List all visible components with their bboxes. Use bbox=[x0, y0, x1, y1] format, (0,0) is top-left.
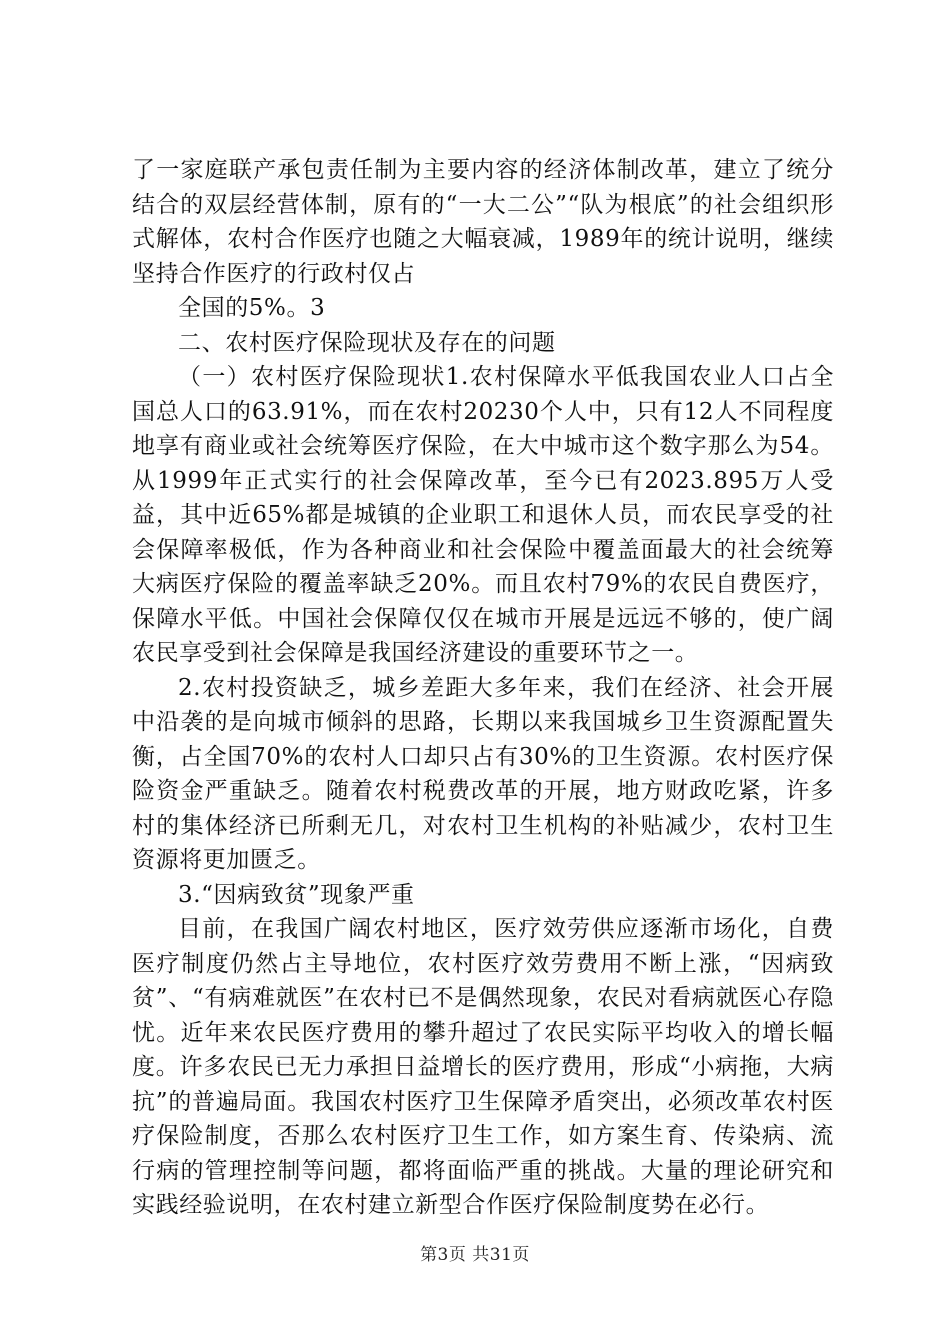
section-heading: 二、农村医疗保险现状及存在的问题 bbox=[178, 329, 556, 356]
subheading-poverty: 3.“因病致贫”现象严重 bbox=[178, 881, 415, 908]
paragraph-poverty: 目前，在我国广阔农村地区，医疗效劳供应逐渐市场化，自费医疗制度仍然占主导地位，农村医疗效劳费用不断上涨，“因病致贫”、“有病难就医”在农村已不是偶然现象，农民对看病就医心存隐忧。近年来农民医疗费用的攀升超过了农民实际平均收入的增长幅度。许多农民已无力承担日益增长的医疗费用，形成“小病拖，大病抗”的普遍局面。我国农村医疗卫生保障矛盾突出，必须改革农村医疗保险制度，否那么农村医疗卫生工作，如方案生育、传染病、流行病的管理控制等问题，都将面临严重的挑战。大量的理论研究和实践经验说明，在农村建立新型合作医疗保险制度势在必行。 bbox=[132, 916, 834, 1218]
paragraph-current-status: （一）农村医疗保险现状1.农村保障水平低我国农业人口占全国总人口的63.91%，而在农村20230个人中，只有12人不同程度地享有商业或社会统筹医疗保险，在大中城市这个数字那么为54。从1999年正式实行的社会保障改革，至今已有2023.895万人受益，其中近65%都是城镇的企业职工和退休人员，而农民享受的社会保障率极低，作为各种商业和社会保险中覆盖面最大的社会统筹大病医疗保险的覆盖率缺乏20%。而且农村79%的农民自费医疗，保障水平低。中国社会保障仅仅在城市开展是远远不够的，使广阔农民享受到社会保障是我国经济建设的重要环节之一。 bbox=[132, 364, 834, 666]
paragraph-investment: 2.农村投资缺乏，城乡差距大多年来，我们在经济、社会开展中沿袭的是向城市倾斜的思路，长期以来我国城乡卫生资源配置失衡，占全国70%的农村人口却只占有30%的卫生资源。农村医疗保险资金严重缺乏。随着农村税费改革的开展，地方财政吃紧，许多村的集体经济已所剩无几，对农村卫生机构的补贴减少，农村卫生资源将更加匮乏。 bbox=[132, 674, 834, 873]
document-body bbox=[132, 153, 834, 1223]
paragraph-footnote-line: 全国的5%。3 bbox=[178, 295, 326, 321]
page-number-footer: 第3页 共31页 bbox=[420, 1245, 530, 1265]
paragraph-continuation: 了一家庭联产承包责任制为主要内容的经济体制改革，建立了统分结合的双层经营体制，原有的“一大二公”“队为根底”的社会组织形式解体，农村合作医疗也随之大幅衰减，1989年的统计说明，继续坚持合作医疗的行政村仅占 bbox=[132, 157, 834, 287]
